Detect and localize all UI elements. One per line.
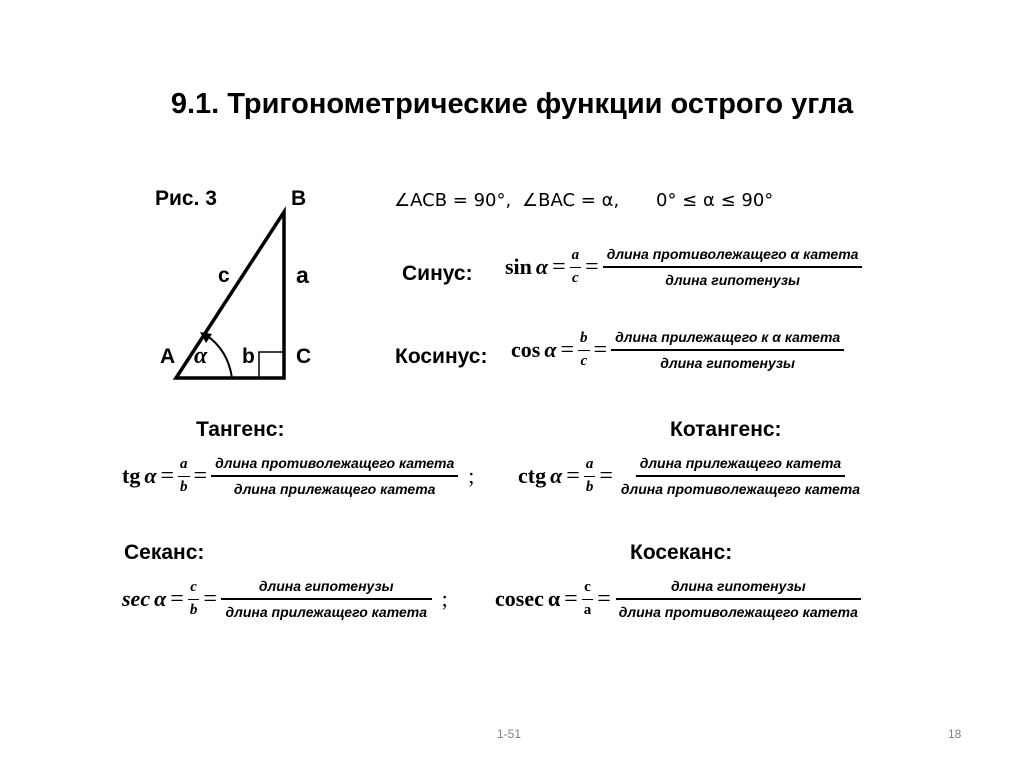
vertex-c-label: C <box>296 345 312 368</box>
secant-den: b <box>189 601 198 618</box>
secant-word-fraction <box>221 578 432 620</box>
cosine-eq-1: = <box>560 336 575 363</box>
cosecant-den: a <box>583 601 592 618</box>
tangent-word-fraction <box>211 455 458 497</box>
cosecant-alpha: α <box>547 586 561 612</box>
cosecant-eq-1: = <box>564 585 578 612</box>
figure-label: Рис. 3 <box>155 187 217 210</box>
cosine-alpha: α <box>544 337 557 363</box>
cosine-fn: cos <box>511 337 541 363</box>
footer-slide-range: 1-51 <box>497 727 522 741</box>
cosine-word-num: длина прилежащего к α катета <box>611 329 844 351</box>
right-triangle-figure <box>160 200 300 385</box>
tangent-formula <box>122 455 474 497</box>
page-title: 9.1. Тригонометрические функции острого угла <box>170 88 854 120</box>
cosecant-fraction <box>582 579 594 619</box>
cotangent-eq-2: = <box>599 462 613 489</box>
tangent-eq-1: = <box>160 462 175 489</box>
condition-acb: ∠ACB = 90°, <box>394 190 512 211</box>
secant-separator: ; <box>441 586 448 612</box>
tangent-num: a <box>178 456 190 476</box>
cosine-word-fraction <box>611 329 844 371</box>
cosecant-formula <box>495 578 862 620</box>
cosine-word-den: длина гипотенузы <box>660 355 796 372</box>
cotangent-label: Котангенс: <box>670 418 782 441</box>
triangle-shape <box>176 212 284 378</box>
secant-label: Секанс: <box>124 541 205 564</box>
cotangent-word-den: длина противолежащего катета <box>620 481 861 498</box>
cosecant-fn: cosec <box>495 586 544 612</box>
angle-alpha-label: α <box>194 343 208 369</box>
secant-num: c <box>188 579 199 599</box>
cosecant-word-num: длина гипотенузы <box>616 578 861 600</box>
vertex-a-label: A <box>160 345 176 368</box>
cotangent-eq-1: = <box>566 462 580 489</box>
sine-formula <box>505 246 862 288</box>
tangent-eq-2: = <box>193 462 208 489</box>
condition-range: 0° ≤ α ≤ 90° <box>656 190 774 211</box>
cotangent-fraction <box>584 456 596 496</box>
cosecant-word-den: длина противолежащего катета <box>618 604 858 621</box>
sine-word-fraction <box>603 246 863 288</box>
tangent-word-den: длина прилежащего катета <box>233 481 436 498</box>
condition-bac: ∠BAC = α, <box>522 190 620 211</box>
tangent-word-num: длина противолежащего катета <box>211 455 458 477</box>
cotangent-fn: ctg <box>518 463 547 489</box>
cosine-fraction <box>578 330 590 370</box>
cosine-num: b <box>578 330 590 350</box>
angle-arc <box>206 335 232 378</box>
cotangent-den: b <box>585 478 594 495</box>
side-b-label: b <box>242 345 255 368</box>
side-a-label: a <box>296 262 309 288</box>
secant-eq-1: = <box>170 585 184 612</box>
cosecant-label: Косеканс: <box>630 541 733 564</box>
sine-den: c <box>572 269 579 286</box>
cosecant-eq-2: = <box>597 585 611 612</box>
tangent-fn: tg <box>122 463 141 489</box>
side-c-label: c <box>218 264 230 287</box>
cosine-eq-2: = <box>593 336 608 363</box>
vertex-b-label: B <box>291 187 307 210</box>
tangent-separator: ; <box>468 463 475 489</box>
sine-fraction <box>570 247 582 287</box>
secant-word-den: длина прилежащего катета <box>225 604 427 621</box>
secant-alpha: α <box>154 586 167 612</box>
cosine-den: c <box>580 352 588 369</box>
secant-fn: sec <box>122 586 151 612</box>
secant-eq-2: = <box>203 585 217 612</box>
cosine-formula <box>511 329 844 371</box>
cotangent-word-fraction <box>617 455 864 497</box>
secant-formula <box>122 578 448 620</box>
tangent-den: b <box>180 478 188 495</box>
sine-eq-1: = <box>552 253 566 280</box>
page-number: 18 <box>948 727 962 741</box>
secant-word-num: длина гипотенузы <box>221 578 432 600</box>
cosine-label: Косинус: <box>395 345 488 368</box>
tangent-alpha: α <box>144 463 157 489</box>
cosecant-num: c <box>582 579 593 599</box>
right-angle-marker <box>259 352 284 378</box>
cosecant-word-fraction <box>615 578 862 620</box>
cotangent-formula <box>518 455 864 497</box>
sine-eq-2: = <box>585 253 599 280</box>
cotangent-alpha: α <box>550 463 563 489</box>
cotangent-num: a <box>584 456 596 476</box>
sine-word-den: длина гипотенузы <box>665 272 800 289</box>
tangent-fraction <box>178 456 190 496</box>
sine-fn: sin <box>505 254 532 280</box>
cotangent-word-num: длина прилежащего катета <box>636 455 846 477</box>
sine-word-num: длина противолежащего α катета <box>603 246 863 268</box>
sine-label: Синус: <box>402 262 473 285</box>
secant-fraction <box>188 579 200 619</box>
sine-alpha: α <box>535 254 549 280</box>
tangent-label: Тангенс: <box>196 418 285 441</box>
sine-num: a <box>570 247 582 267</box>
